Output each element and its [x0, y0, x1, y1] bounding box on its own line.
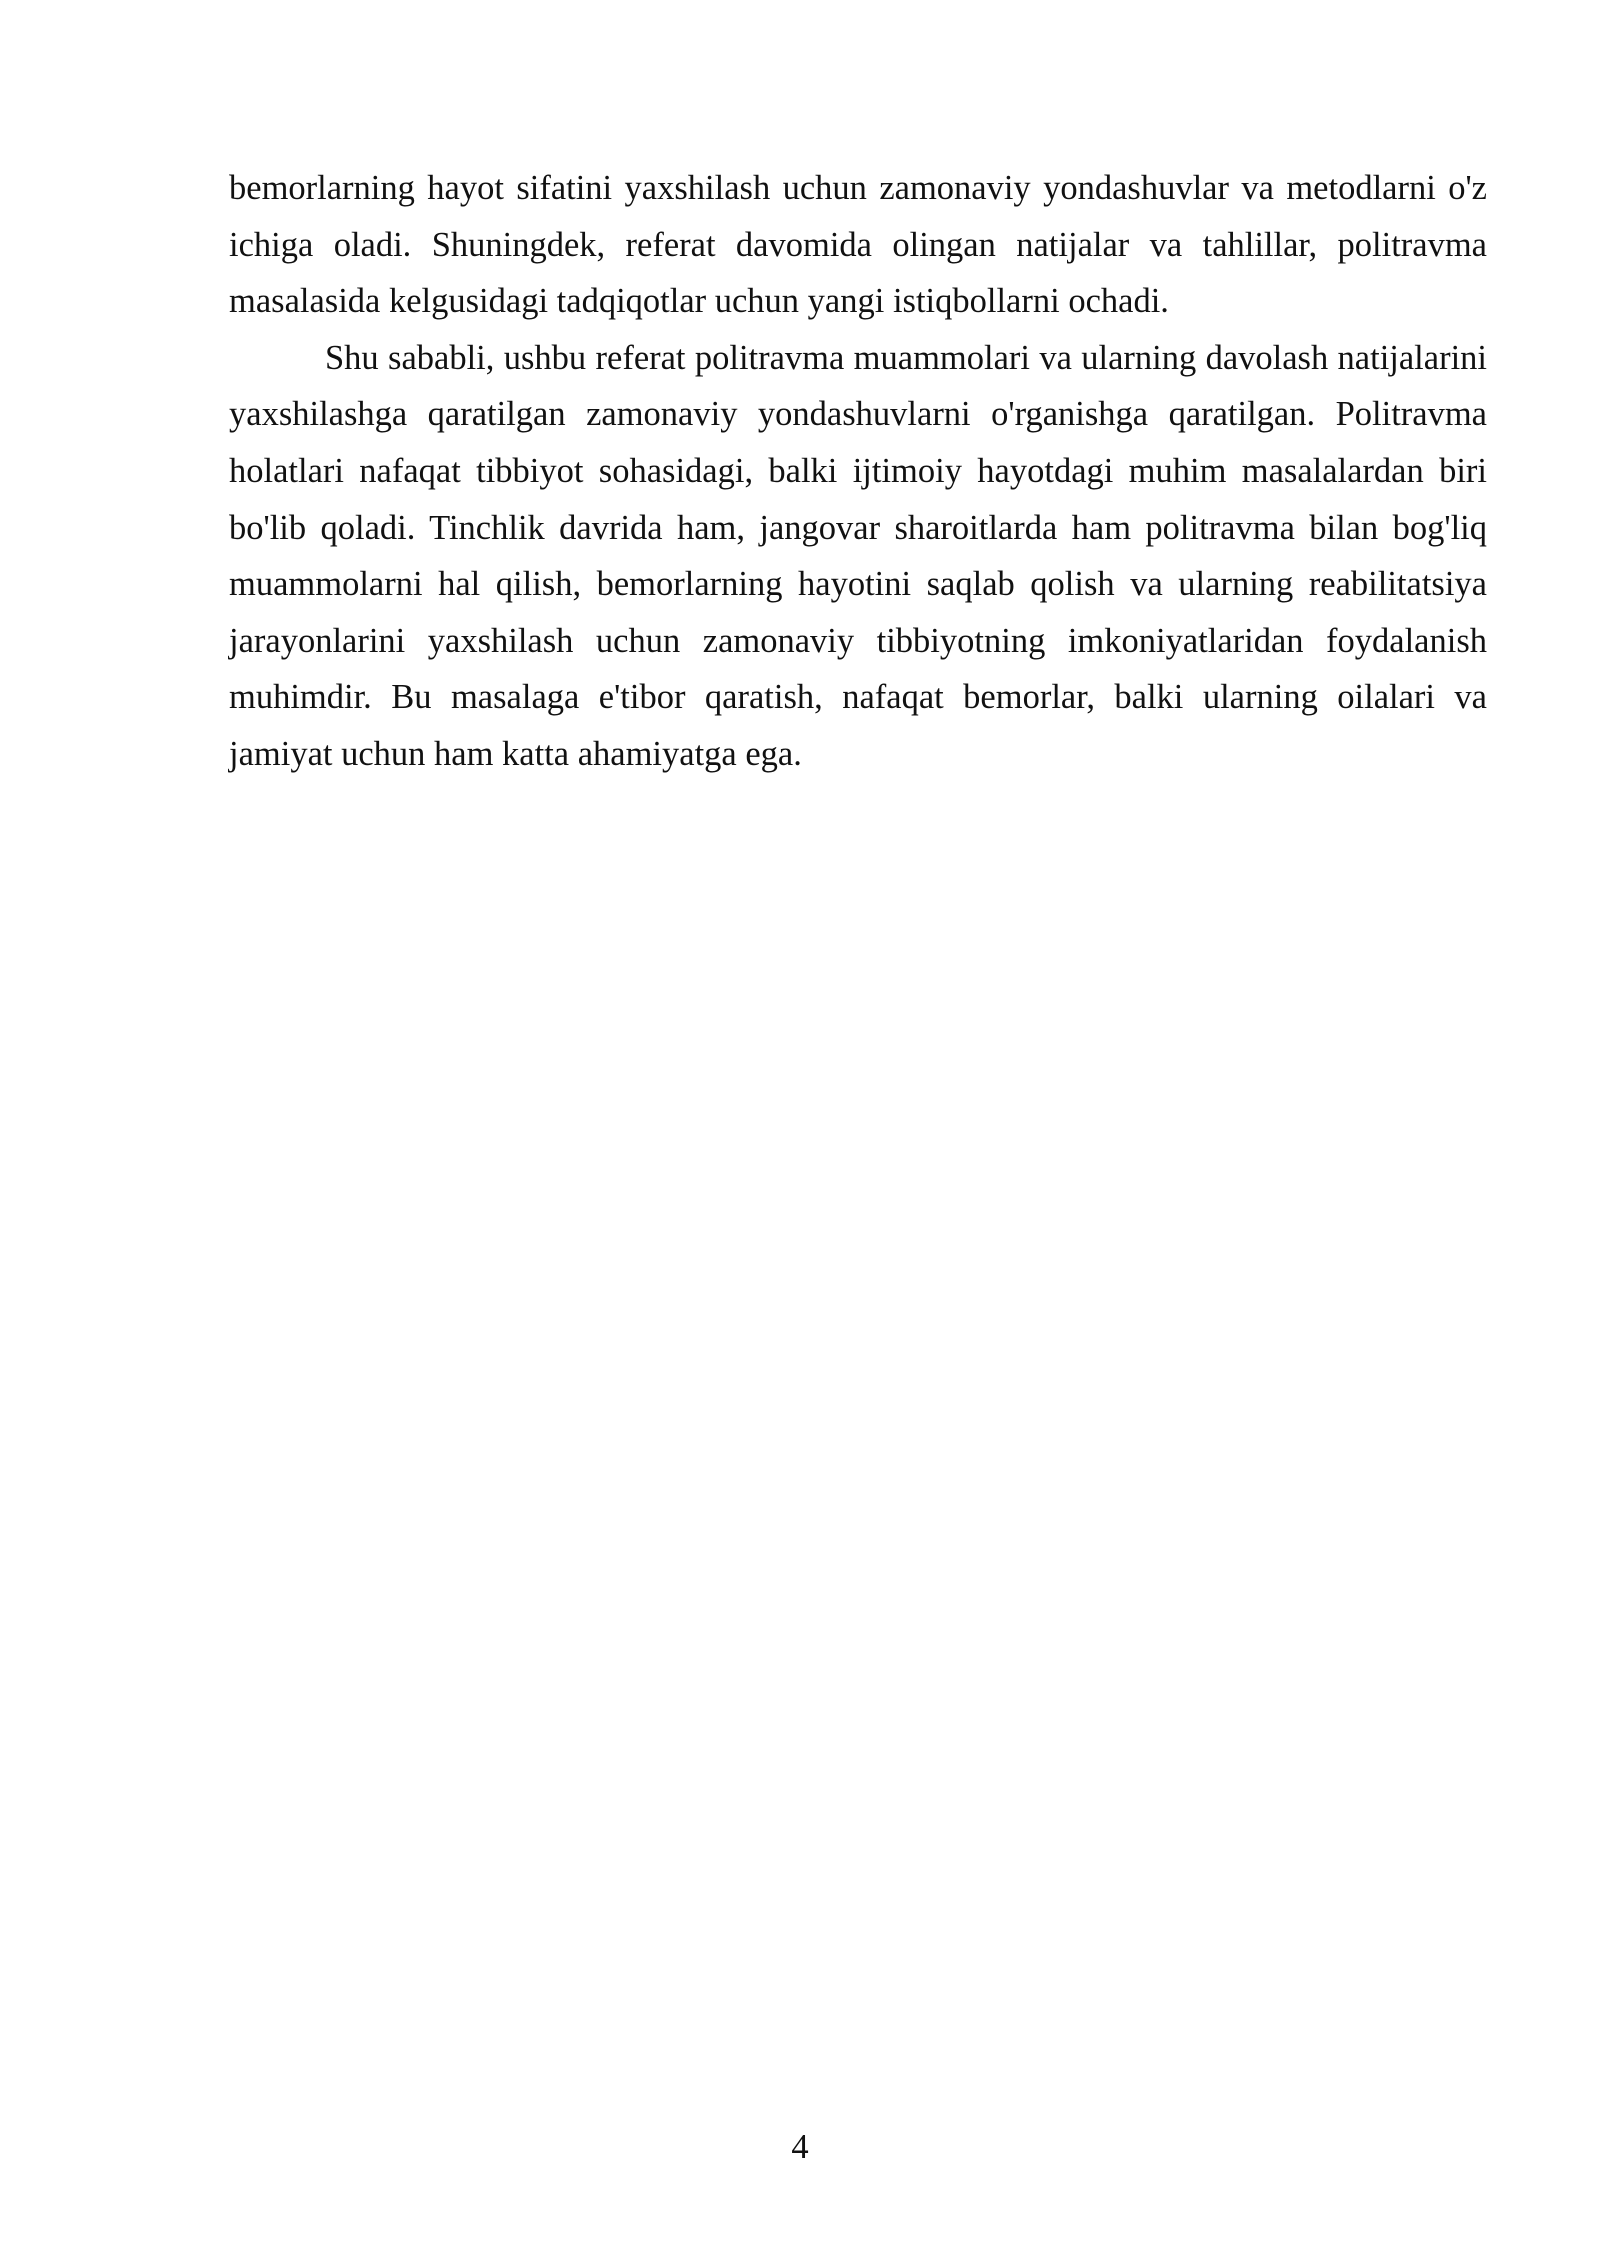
- page-number: 4: [791, 2128, 809, 2166]
- paragraph-conclusion: Shu sababli, ushbu referat politravma muammolari va ularning davolash natijalarini yaxshilashga qaratilgan zamonaviy yondashuvlarni o'rganishga qaratilgan. Politravma holatlari nafaqat tibbiyot sohasidagi, balki ijtimoiy hayotdagi muhim masalalardan biri bo'lib qoladi. Tinchlik davrida ham, jangovar sharoitlarda ham politravma bilan bog'liq muammolarni hal qilish, bemorlarning hayotini saqlab qolish va ularning reabilitatsiya jarayonlarini yaxshilash uchun zamonaviy tibbiyotning imkoniyatlaridan foydalanish muhimdir. Bu masalaga e'tibor qaratish, nafaqat bemorlar, balki ularning oilalari va jamiyat uchun ham katta ahamiyatga ega.: [229, 338, 1487, 773]
- paragraph-continuation: bemorlarning hayot sifatini yaxshilash uchun zamonaviy yondashuvlar va metodlarni o'z ichiga oladi. Shuningdek, referat davomida olingan natijalar va tahlillar, politravma masalasida kelgusidagi tadqiqotlar uchun yangi istiqbollarni ochadi.: [229, 169, 1487, 321]
- body-text: [229, 160, 1487, 783]
